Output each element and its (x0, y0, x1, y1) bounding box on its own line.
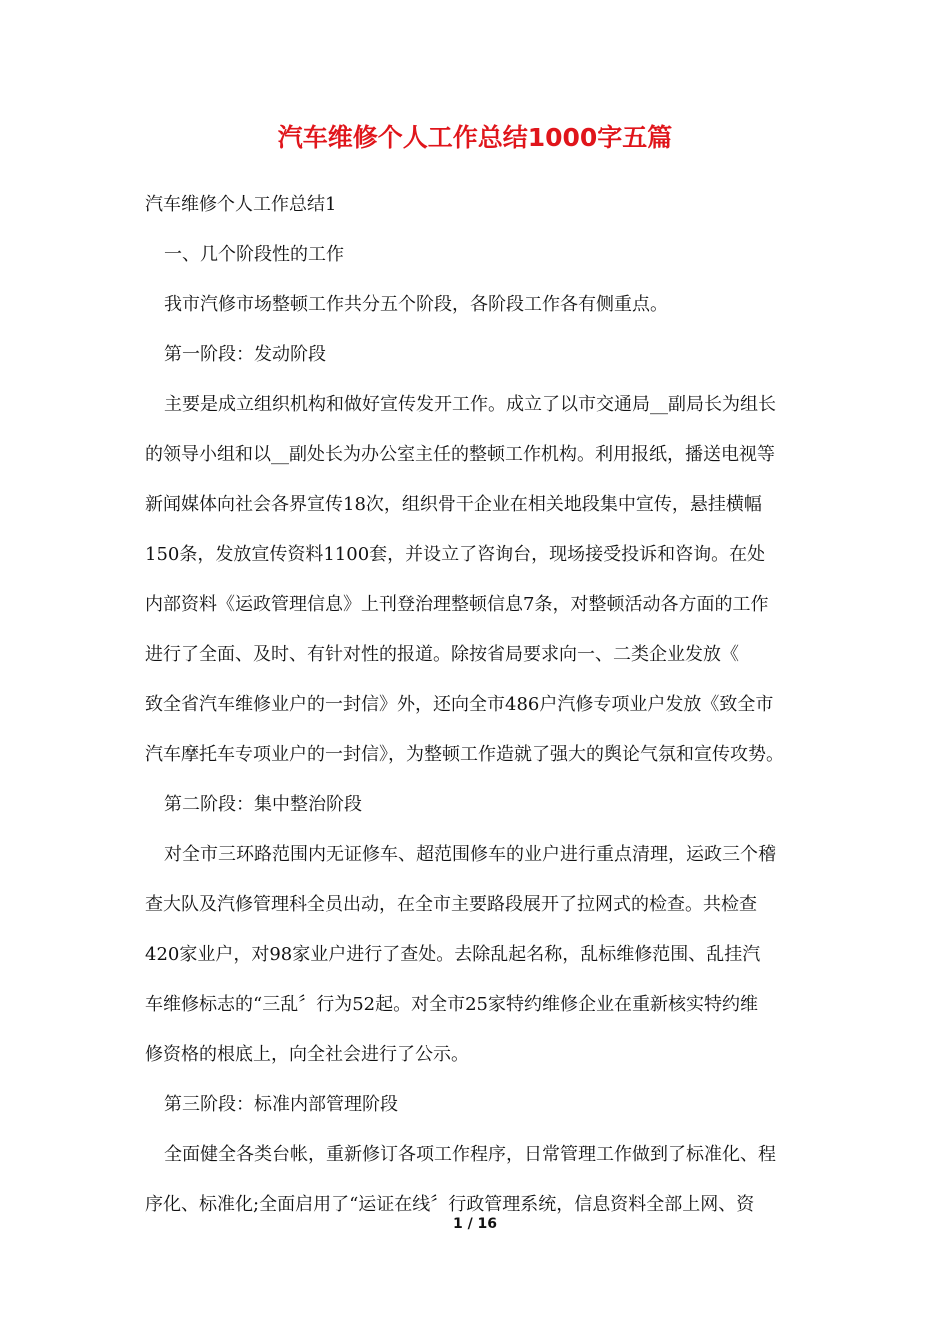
text-line: 第三阶段：标准内部管理阶段 (164, 1094, 398, 1115)
text-line: 车维修标志的“三乱〞行为52起。对全市25家特约维修企业在重新核实特约维 (145, 994, 759, 1015)
text-line: 420家业户，对98家业户进行了查处。去除乱起名称，乱标维修范围、乱挂汽 (145, 944, 761, 965)
text-line: 汽车摩托车专项业户的一封信》，为整顿工作造就了强大的舆论气氛和宣传攻势。 (145, 744, 784, 765)
text-line: 汽车维修个人工作总结1 (145, 194, 337, 215)
document-body (145, 180, 807, 1230)
text-line: 内部资料《运政管理信息》上刊登治理整顿信息7条，对整顿活动各方面的工作 (145, 594, 769, 615)
text-line: 进行了全面、及时、有针对性的报道。除按省局要求向一、二类企业发放《 (145, 644, 739, 665)
text-line: 致全省汽车维修业户的一封信》外，还向全市486户汽修专项业户发放《致全市 (145, 694, 774, 715)
text-line: 全面健全各类台帐，重新修订各项工作程序，日常管理工作做到了标准化、程 (164, 1144, 776, 1165)
text-line: 对全市三环路范围内无证修车、超范围修车的业户进行重点清理，运政三个稽 (164, 844, 776, 865)
page-number: 1 / 16 (452, 1216, 498, 1232)
text-line: 主要是成立组织机构和做好宣传发开工作。成立了以市交通局__副局长为组长 (164, 394, 776, 415)
text-line: 查大队及汽修管理科全员出动，在全市主要路段展开了拉网式的检查。共检查 (145, 894, 757, 915)
text-line: 第一阶段：发动阶段 (164, 344, 326, 365)
text-line: 修资格的根底上，向全社会进行了公示。 (145, 1044, 469, 1065)
text-line: 序化、标准化;全面启用了“运证在线〞行政管理系统，信息资料全部上网、资 (145, 1194, 755, 1215)
text-line: 一、几个阶段性的工作 (164, 244, 344, 265)
document-title: 汽车维修个人工作总结1000字五篇 (277, 123, 673, 152)
text-line: 我市汽修市场整顿工作共分五个阶段，各阶段工作各有侧重点。 (164, 294, 668, 315)
text-line: 第二阶段：集中整治阶段 (164, 794, 362, 815)
text-line: 150条，发放宣传资料1100套，并设立了咨询台，现场接受投诉和咨询。在处 (145, 544, 766, 565)
text-line: 的领导小组和以__副处长为办公室主任的整顿工作机构。利用报纸，播送电视等 (145, 444, 775, 465)
text-line: 新闻媒体向社会各界宣传18次，组织骨干企业在相关地段集中宣传，悬挂横幅 (145, 494, 762, 515)
